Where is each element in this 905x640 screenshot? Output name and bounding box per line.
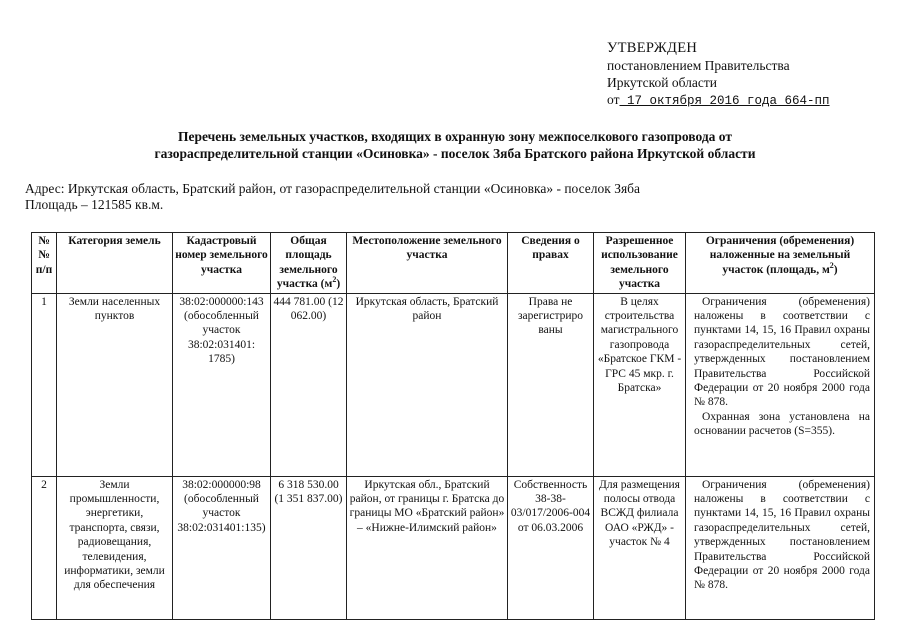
header-restrictions: Ограничения (обременения) наложенные на земельный участок (площадь, $м^2$) (686, 233, 875, 294)
cell-restrictions (686, 476, 875, 619)
cell-location: Иркутская область, Братский район (347, 293, 508, 476)
restrictions-paragraph-2: Охранная зона установлена на основании расчетов (S=355). (694, 410, 870, 438)
cell-cadastral: 38:02:000000:143 (обособленный участок 38:02:031401: 1785) (173, 293, 271, 476)
cell-area: 444 781.00 (12 062.00) (271, 293, 347, 476)
cell-permitted-use: Для размещения полосы отвода ВСЖД филиала ОАО «РЖД» - участок № 4 (594, 476, 686, 619)
approval-line-2: Иркутской области (607, 75, 718, 90)
approval-block (607, 40, 830, 110)
land-plots-table (31, 232, 875, 620)
restrictions-paragraph-1: Ограничения (обременения) наложены в соответствии с пунктами 14, 15, 16 Правил охраны газораспределительных сетей, утвержденных постановлением Правительства Российской Федерации от 20 ноября 2000 года № 878. (694, 478, 870, 592)
area-line: Площадь – 121585 кв.м. (25, 197, 164, 212)
header-cadastral: Кадастровый номер земельного участка (173, 233, 271, 294)
cell-cadastral: 38:02:000000:98 (обособленный участок 38:02:031401:135) (173, 476, 271, 619)
header-permitted-use: Разрешенное использование земельного участка (594, 233, 686, 294)
cell-rights: Собственность 38-38-03/017/2006-004 от 06.03.2006 (508, 476, 594, 619)
title-line-1: Перечень земельных участков, входящих в охранную зону межпоселкового газопровода от (177, 129, 732, 144)
cell-restrictions (686, 293, 875, 476)
title-line-2: газораспределительной станции «Осиновка» - поселок Зяба Братского района Иркутской области (154, 146, 756, 161)
header-category: Категория земель (57, 233, 173, 294)
document-title (40, 128, 870, 162)
approval-heading: УТВЕРЖДЕН (607, 40, 698, 56)
approval-date-prefix: от (607, 92, 620, 107)
cell-category: Земли промышленности, энергетики, транспорта, связи, радиовещания, телевидения, информатики, земли для обеспечения (57, 476, 173, 619)
header-rights: Сведения о правах (508, 233, 594, 294)
address-line: Адрес: Иркутская область, Братский район, от газораспределительной станции «Осиновка» - поселок Зяба (25, 181, 641, 196)
approval-line-1: постановлением Правительства (607, 58, 790, 73)
approval-date-value: 17 октября 2016 года 664-пп (619, 94, 830, 108)
cell-permitted-use: В целях строительства магистрального газопровода «Братское ГКМ - ГРС 45 мкр. г. Братска» (594, 293, 686, 476)
approval-date-line (607, 91, 830, 110)
header-location: Местоположение земельного участка (347, 233, 508, 294)
cell-area: 6 318 530.00 (1 351 837.00) (271, 476, 347, 619)
table-row (32, 293, 875, 476)
header-area: Общая площадь земельного участка $(м^2)$ (271, 233, 347, 294)
cell-num: 2 (32, 476, 57, 619)
cell-location: Иркутская обл., Братский район, от границы г. Братска до границы МО «Братский район» – «Нижне-Илимский район» (347, 476, 508, 619)
restrictions-paragraph-1: Ограничения (обременения) наложены в соответствии с пунктами 14, 15, 16 Правил охраны газораспределительных сетей, утвержденных постановлением Правительства Российской Федерации от 20 ноября 2000 года № 878. (694, 295, 870, 409)
table-header-row (32, 233, 875, 294)
cell-category: Земли населенных пунктов (57, 293, 173, 476)
table-row (32, 476, 875, 619)
address-block (25, 181, 640, 213)
cell-num: 1 (32, 293, 57, 476)
cell-rights: Права не зарегистриро ваны (508, 293, 594, 476)
header-num: №№ п/п (32, 233, 57, 294)
